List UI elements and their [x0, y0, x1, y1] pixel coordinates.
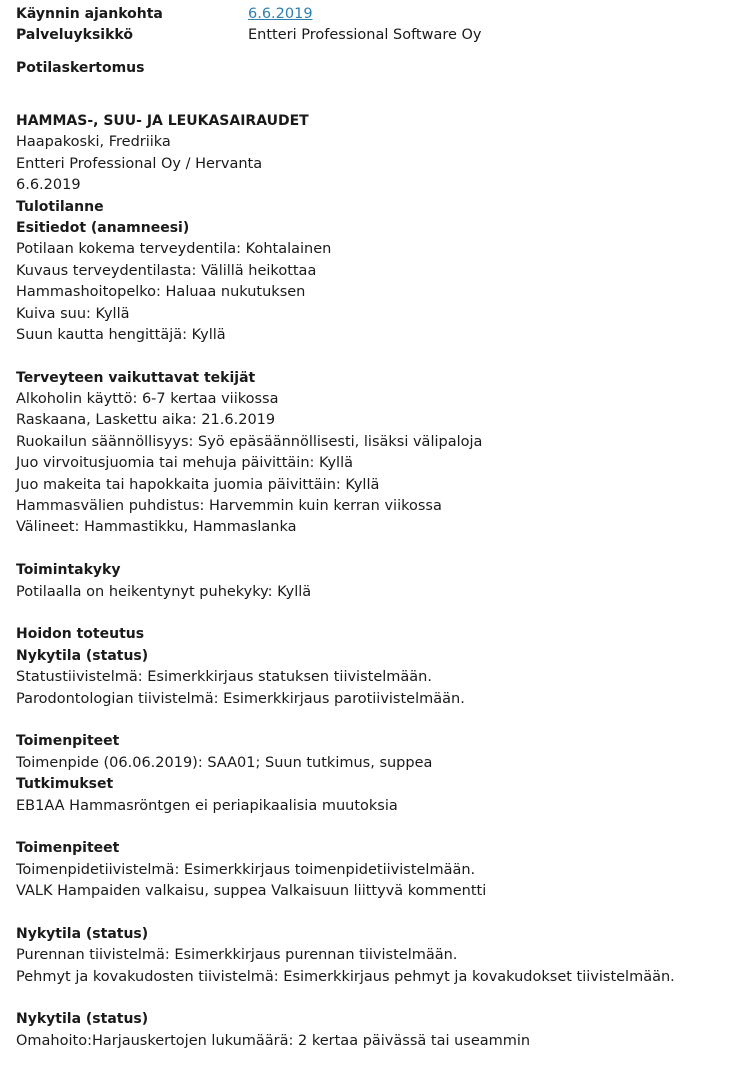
- report-line: Kuiva suu: Kyllä: [16, 305, 130, 322]
- visit-time-row: [16, 4, 732, 24]
- report-line: Entteri Professional Oy / Hervanta: [16, 155, 263, 172]
- section-heading: Tulotilanne: [16, 198, 104, 215]
- report-line: Juo virvoitusjuomia tai mehuja päivittäin: Kyllä: [16, 455, 353, 472]
- report-line: Toimenpidetiivistelmä: Esimerkkirjaus toimenpidetiivistelmään.: [16, 861, 476, 878]
- blank-line: [16, 988, 732, 1009]
- section-heading: Toimintakyky: [16, 562, 121, 579]
- report-line: Hammashoitopelko: Haluaa nukutuksen: [16, 284, 306, 301]
- report-line: Kuvaus terveydentilasta: Välillä heikottaa: [16, 262, 317, 279]
- document-title: Potilaskertomus: [16, 60, 145, 76]
- report-line: Pehmyt ja kovakudosten tiivistelmä: Esimerkkirjaus pehmyt ja kovakudokset tiivistelmään.: [16, 968, 675, 985]
- report-line: Juo makeita tai hapokkaita juomia päivittäin: Kyllä: [16, 476, 380, 493]
- section-heading: Nykytila (status): [16, 1011, 149, 1028]
- report-line: Potilaalla on heikentynyt puhekyky: Kyllä: [16, 583, 312, 600]
- report-line: Alkoholin käyttö: 6-7 kertaa viikossa: [16, 391, 279, 408]
- report-line: Omahoito:Harjauskertojen lukumäärä: 2 kertaa päivässä tai useammin: [16, 1032, 531, 1049]
- blank-line: [16, 346, 732, 367]
- report-line: VALK Hampaiden valkaisu, suppea Valkaisuun liittyvä kommentti: [16, 883, 487, 900]
- report-line: Hammasvälien puhdistus: Harvemmin kuin kerran viikossa: [16, 498, 442, 515]
- report-line: Välineet: Hammastikku, Hammaslanka: [16, 519, 297, 536]
- service-unit-value: Entteri Professional Software Oy: [248, 27, 482, 43]
- visit-time-label: Käynnin ajankohta: [16, 6, 163, 22]
- service-unit-label: Palveluyksikkö: [16, 27, 133, 43]
- service-unit-row: [16, 25, 732, 45]
- section-heading: Nykytila (status): [16, 925, 149, 942]
- section-heading: Toimenpiteet: [16, 733, 120, 750]
- report-line: Suun kautta hengittäjä: Kyllä: [16, 326, 226, 343]
- blank-line: [16, 710, 732, 731]
- blank-line: [16, 603, 732, 624]
- section-heading: Tutkimukset: [16, 776, 114, 793]
- section-heading: Hoidon toteutus: [16, 626, 145, 643]
- section-heading: Esitiedot (anamneesi): [16, 219, 190, 236]
- section-heading: Nykytila (status): [16, 647, 149, 664]
- report-line: Potilaan kokema terveydentila: Kohtalainen: [16, 241, 332, 258]
- section-heading: HAMMAS-, SUU- JA LEUKASAIRAUDET: [16, 113, 309, 129]
- report-line: Statustiivistelmä: Esimerkkirjaus statuksen tiivistelmään.: [16, 669, 432, 686]
- section-heading: Terveyteen vaikuttavat tekijät: [16, 369, 256, 386]
- report-line: Ruokailun säännöllisyys: Syö epäsäännöllisesti, lisäksi välipaloja: [16, 433, 483, 450]
- report-line: Toimenpide (06.06.2019): SAA01; Suun tutkimus, suppea: [16, 754, 433, 771]
- report-line: Purennan tiivistelmä: Esimerkkirjaus purennan tiivistelmään.: [16, 947, 458, 964]
- report-body: [16, 111, 732, 1052]
- blank-line: [16, 817, 732, 838]
- blank-line: [16, 902, 732, 923]
- section-heading: Toimenpiteet: [16, 840, 120, 857]
- report-line: Raskaana, Laskettu aika: 21.6.2019: [16, 412, 276, 429]
- report-line: Haapakoski, Fredriika: [16, 134, 171, 151]
- report-line: 6.6.2019: [16, 177, 81, 194]
- blank-line: [16, 539, 732, 560]
- visit-time-link[interactable]: 6.6.2019: [248, 6, 313, 22]
- report-line: EB1AA Hammasröntgen ei periapikaalisia muutoksia: [16, 797, 398, 814]
- report-line: Parodontologian tiivistelmä: Esimerkkirjaus parotiivistelmään.: [16, 690, 465, 707]
